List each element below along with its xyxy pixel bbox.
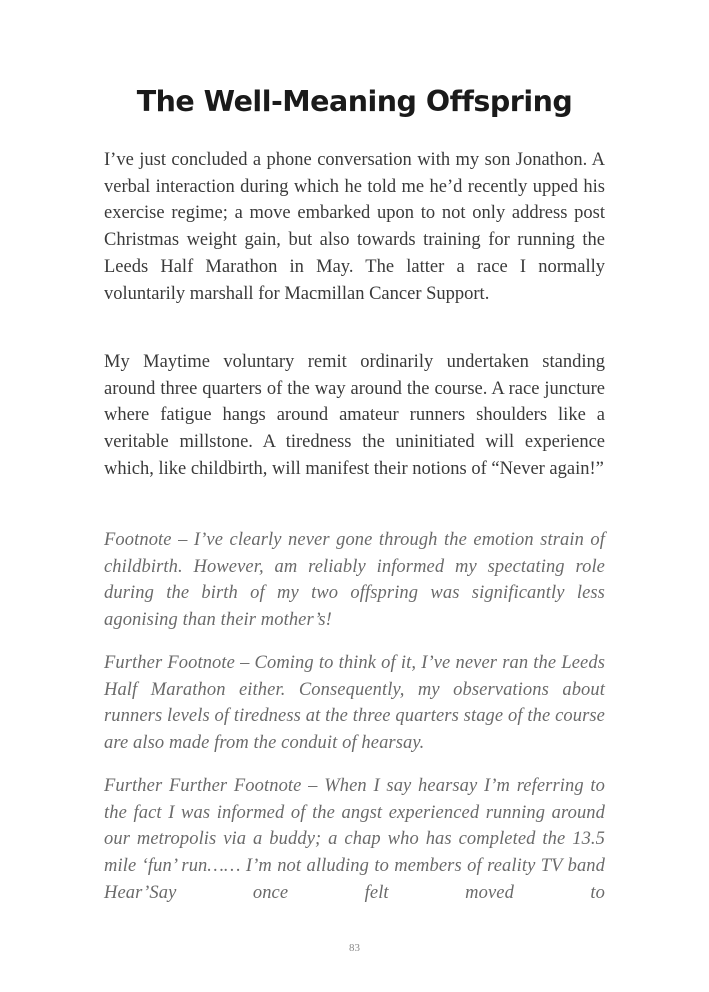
page-number: 83 [349,942,360,954]
footnote-paragraph: Further Footnote – Coming to think of it, I’ve never ran the Leeds Half Marathon either. Consequently, my observations about runners levels of tiredness at the three quarters stage of the course are also made from the conduit of hearsay. [104,653,605,754]
body-paragraph: I’ve just concluded a phone conversation with my son Jonathon. A verbal interaction during which he told me he’d recently upped his exercise regime; a move embarked upon to not only address post Christmas weight gain, but also towards training for running the Leeds Half Marathon in May. The latter a race I normally voluntarily marshall for Macmillan Cancer Support. [104,150,605,304]
body-paragraph: My Maytime voluntary remit ordinarily undertaken standing around three quarters of the way around the course. A race juncture where fatigue hangs around amateur runners shoulders like a veritable millstone. A tiredness the uninitiated will experience which, like childbirth, will manifest their notions of “Never again!” [104,352,605,479]
chapter-title: The Well-Meaning Offspring [136,85,573,118]
footnote-paragraph: Footnote – I’ve clearly never gone through the emotion strain of childbirth. However, am reliably informed my spectating role during the birth of my two offspring was significantly less agonising than their mother’s! [104,530,605,631]
footnote-paragraph: Further Further Footnote – When I say hearsay I’m referring to the fact I was informed of the angst experienced running around our metropolis via a buddy; a chap who has completed the 13.5 mile ‘fun’ run…… I’m not alluding to members of reality TV band Hear’Say once felt moved to [104,776,605,903]
